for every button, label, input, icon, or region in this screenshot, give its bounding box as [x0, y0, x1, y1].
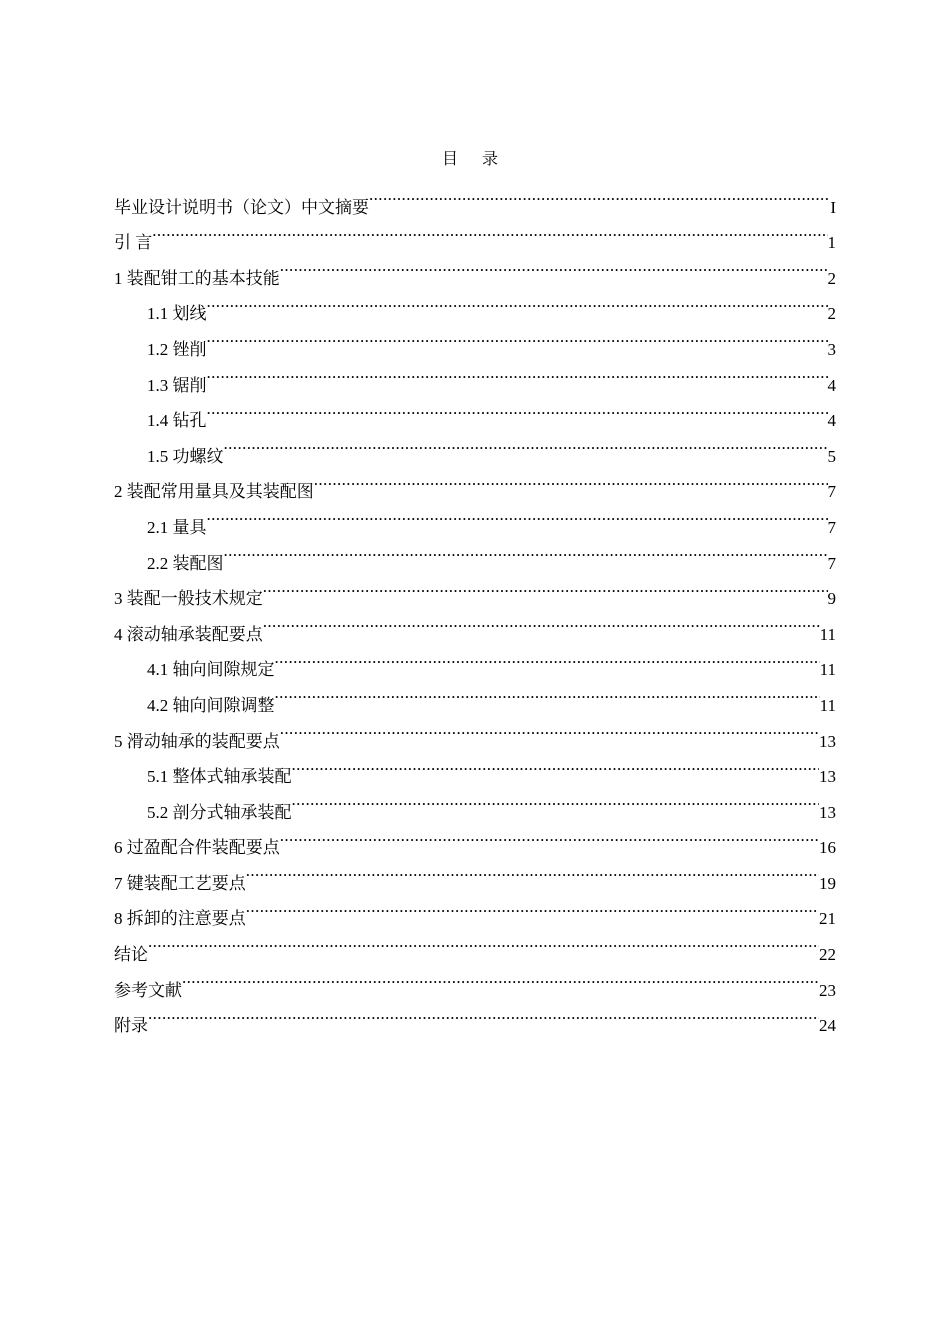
toc-dot-leader	[280, 711, 819, 747]
toc-dot-leader	[207, 319, 828, 355]
toc-entry[interactable]	[114, 248, 836, 288]
toc-page-number: 9	[827, 589, 836, 609]
toc-entry[interactable]	[114, 996, 836, 1036]
toc-dot-leader	[263, 604, 820, 640]
toc-page-number: 16	[819, 838, 836, 858]
toc-dot-leader	[246, 889, 819, 925]
toc-entry-text: 7 键装配工艺要点	[114, 873, 246, 893]
toc-dot-leader	[224, 533, 828, 569]
toc-page-number: 23	[819, 980, 836, 1000]
toc-entry-text: 2.2 装配图	[147, 553, 224, 573]
toc-dot-leader	[292, 747, 820, 783]
toc-entry-text: 5.1 整体式轴承装配	[147, 767, 292, 787]
toc-subentry[interactable]	[114, 284, 836, 324]
toc-page-number: 7	[827, 482, 836, 502]
toc-entry-text: 1.5 功螺纹	[147, 446, 224, 466]
toc-entry-text: 附录	[114, 1016, 148, 1036]
toc-entry-text: 5.2 剖分式轴承装配	[147, 802, 292, 822]
toc-entry-text: 1.3 锯削	[147, 375, 207, 395]
toc-dot-leader	[275, 675, 820, 711]
toc-list	[114, 177, 836, 1036]
toc-entry-text: 5 滑动轴承的装配要点	[114, 731, 280, 751]
toc-entry-text: 1.1 划线	[147, 304, 207, 324]
toc-dot-leader	[207, 284, 828, 320]
toc-dot-leader	[148, 996, 819, 1032]
toc-page-number: 4	[827, 375, 836, 395]
toc-dot-leader	[148, 924, 819, 960]
toc-title: 目 录	[441, 151, 508, 168]
toc-entry-text: 8 拆卸的注意要点	[114, 909, 246, 929]
toc-dot-leader	[275, 640, 820, 676]
toc-dot-leader	[207, 355, 828, 391]
toc-dot-leader	[263, 569, 828, 605]
toc-dot-leader	[182, 960, 819, 996]
toc-subentry[interactable]	[114, 497, 836, 537]
toc-page-number: 13	[819, 767, 836, 787]
toc-subentry[interactable]	[114, 319, 836, 359]
toc-page-number: 7	[827, 517, 836, 537]
toc-page-number: 11	[819, 695, 836, 715]
toc-dot-leader	[246, 853, 819, 889]
toc-subentry[interactable]	[114, 426, 836, 466]
toc-dot-leader	[280, 818, 819, 854]
toc-dot-leader	[280, 248, 828, 284]
toc-page-number: 2	[827, 304, 836, 324]
toc-dot-leader	[207, 391, 828, 427]
toc-page-number: 19	[819, 873, 836, 893]
toc-dot-leader	[224, 426, 828, 462]
toc-entry-text: 4.2 轴向间隙调整	[147, 695, 275, 715]
toc-page-number: I	[830, 197, 836, 217]
toc-page-number: 1	[827, 233, 836, 253]
toc-entry[interactable]	[114, 960, 836, 1000]
toc-page-number: 24	[819, 1016, 836, 1036]
toc-page-number: 22	[819, 945, 836, 965]
toc-entry-text: 6 过盈配合件装配要点	[114, 838, 280, 858]
toc-entry-text: 1.4 钻孔	[147, 411, 207, 431]
toc-page-number: 2	[827, 268, 836, 288]
toc-entry-text: 3 装配一般技术规定	[114, 589, 263, 609]
toc-page-number: 21	[819, 909, 836, 929]
toc-dot-leader	[369, 177, 830, 213]
toc-dot-leader	[292, 782, 820, 818]
toc-page-number: 11	[819, 624, 836, 644]
toc-entry-text: 毕业设计说明书（论文）中文摘要	[114, 197, 369, 217]
toc-entry-text: 结论	[114, 945, 148, 965]
toc-dot-leader	[152, 213, 827, 249]
toc-entry-text: 参考文献	[114, 980, 182, 1000]
toc-subentry[interactable]	[114, 355, 836, 395]
toc-page-number: 7	[827, 553, 836, 573]
toc-page-number: 4	[827, 411, 836, 431]
toc-entry-text: 引 言	[114, 233, 153, 253]
toc-entry-text: 2.1 量具	[147, 517, 207, 537]
toc-subentry[interactable]	[114, 391, 836, 431]
toc-dot-leader	[314, 462, 828, 498]
toc-entry-text: 1 装配钳工的基本技能	[114, 268, 280, 288]
toc-page-number: 5	[827, 446, 836, 466]
toc-page-number: 11	[819, 660, 836, 680]
toc-page-number: 3	[827, 339, 836, 359]
toc-entry[interactable]	[114, 177, 836, 217]
toc-page-number: 13	[819, 731, 836, 751]
toc-entry-text: 4.1 轴向间隙规定	[147, 660, 275, 680]
toc-entry[interactable]	[114, 924, 836, 965]
toc-entry[interactable]	[114, 213, 836, 253]
toc-entry-text: 4 滚动轴承装配要点	[114, 624, 263, 644]
toc-entry-text: 1.2 锉削	[147, 339, 207, 359]
toc-page-number: 13	[819, 802, 836, 822]
toc-subentry[interactable]	[114, 533, 836, 573]
toc-entry-text: 2 装配常用量具及其装配图	[114, 482, 314, 502]
toc-dot-leader	[207, 497, 828, 533]
